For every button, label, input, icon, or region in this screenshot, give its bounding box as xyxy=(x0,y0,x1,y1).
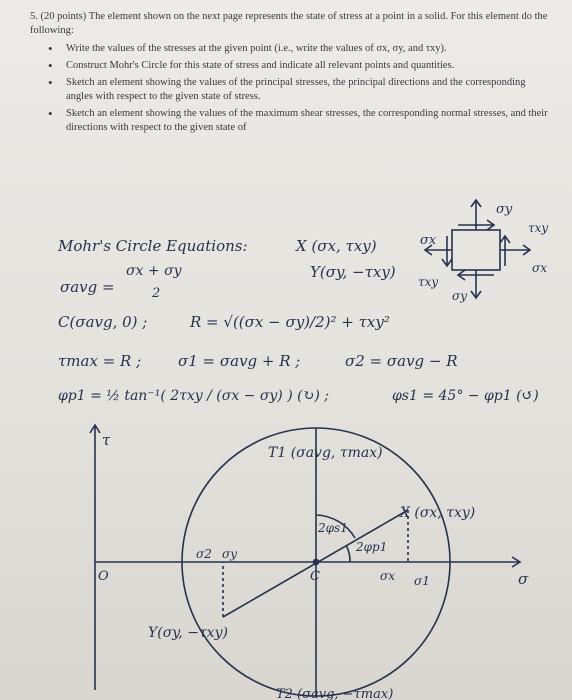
tmax-eq: τmax = R ; xyxy=(58,352,142,370)
point-y-label: Y(σy, −τxy) xyxy=(310,263,396,281)
problem-intro: The element shown on the next page represents the state of stress at a point in a solid. For this element do the following: xyxy=(30,11,548,36)
radius-eq: R = √((σx − σy)/2)² + τxy² xyxy=(190,313,390,331)
sigma1-label: σ1 xyxy=(414,574,430,588)
task-item: • Construct Mohr's Circle for this state of stress and indicate all relevant points and quantities. xyxy=(60,59,550,73)
angle-2phi-p-arc xyxy=(346,545,350,562)
notes-title: Mohr's Circle Equations: xyxy=(58,237,248,255)
sigma-axis-label: σ xyxy=(518,570,529,588)
angle-2phi-s-label: 2φs1 xyxy=(318,521,348,535)
element-txy-label: τxy xyxy=(528,221,549,235)
avg-lhs: σavg = xyxy=(60,278,115,296)
avg-denominator: 2 xyxy=(152,286,161,301)
origin-label: O xyxy=(98,569,109,584)
problem-number: 5. xyxy=(30,11,38,22)
t1-label: T1 (σavg, τmax) xyxy=(268,445,383,461)
sigma1-eq: σ1 = σavg + R ; xyxy=(178,352,301,370)
angle-2phi-p-label: 2φp1 xyxy=(356,540,388,554)
element-sx-label: σx xyxy=(420,233,437,248)
tau-axis-label: τ xyxy=(102,431,111,449)
element-square xyxy=(452,230,500,270)
sigma-x-label: σx xyxy=(380,569,395,583)
element-txy-left-label: τxy xyxy=(418,275,439,289)
y-point-label: Y(σy, −τxy) xyxy=(148,625,228,641)
problem-points: (20 points) xyxy=(40,11,87,22)
phi-p-eq: φp1 = ½ tan⁻¹( 2τxy / (σx − σy) ) (↻) ; xyxy=(58,388,329,404)
center-eq: C(σavg, 0) ; xyxy=(58,313,148,331)
sigma2-eq: σ2 = σavg − R xyxy=(345,352,458,370)
element-sy-bottom-label: σy xyxy=(452,289,467,303)
point-x-label: X (σx, τxy) xyxy=(296,237,377,255)
t2-label: T2 (σavg, −τmax) xyxy=(276,687,394,700)
sigma-y-label: σy xyxy=(222,547,237,561)
center-label: C xyxy=(310,569,320,584)
task-item: • Sketch an element showing the values of the principal stresses, the principal directions and the corresponding angles with respect to the given state of stress. xyxy=(60,76,550,104)
sigma2-label: σ2 xyxy=(196,547,212,561)
task-item: • Write the values of the stresses at the given point (i.e., write the values of σx, σy, and τxy). xyxy=(60,42,550,56)
center-dot xyxy=(314,560,319,565)
phi-s-eq: φs1 = 45° − φp1 (↺) xyxy=(392,388,539,404)
element-sy-label: σy xyxy=(496,202,513,217)
x-point-label: X (σx, τxy) xyxy=(400,505,476,521)
avg-numerator: σx + σy xyxy=(126,263,182,279)
element-sx-right-label: σx xyxy=(532,261,547,275)
task-item: • Sketch an element showing the values of the maximum shear stresses, the corresponding normal stresses, and their directions with respect to the given state of xyxy=(60,107,550,135)
